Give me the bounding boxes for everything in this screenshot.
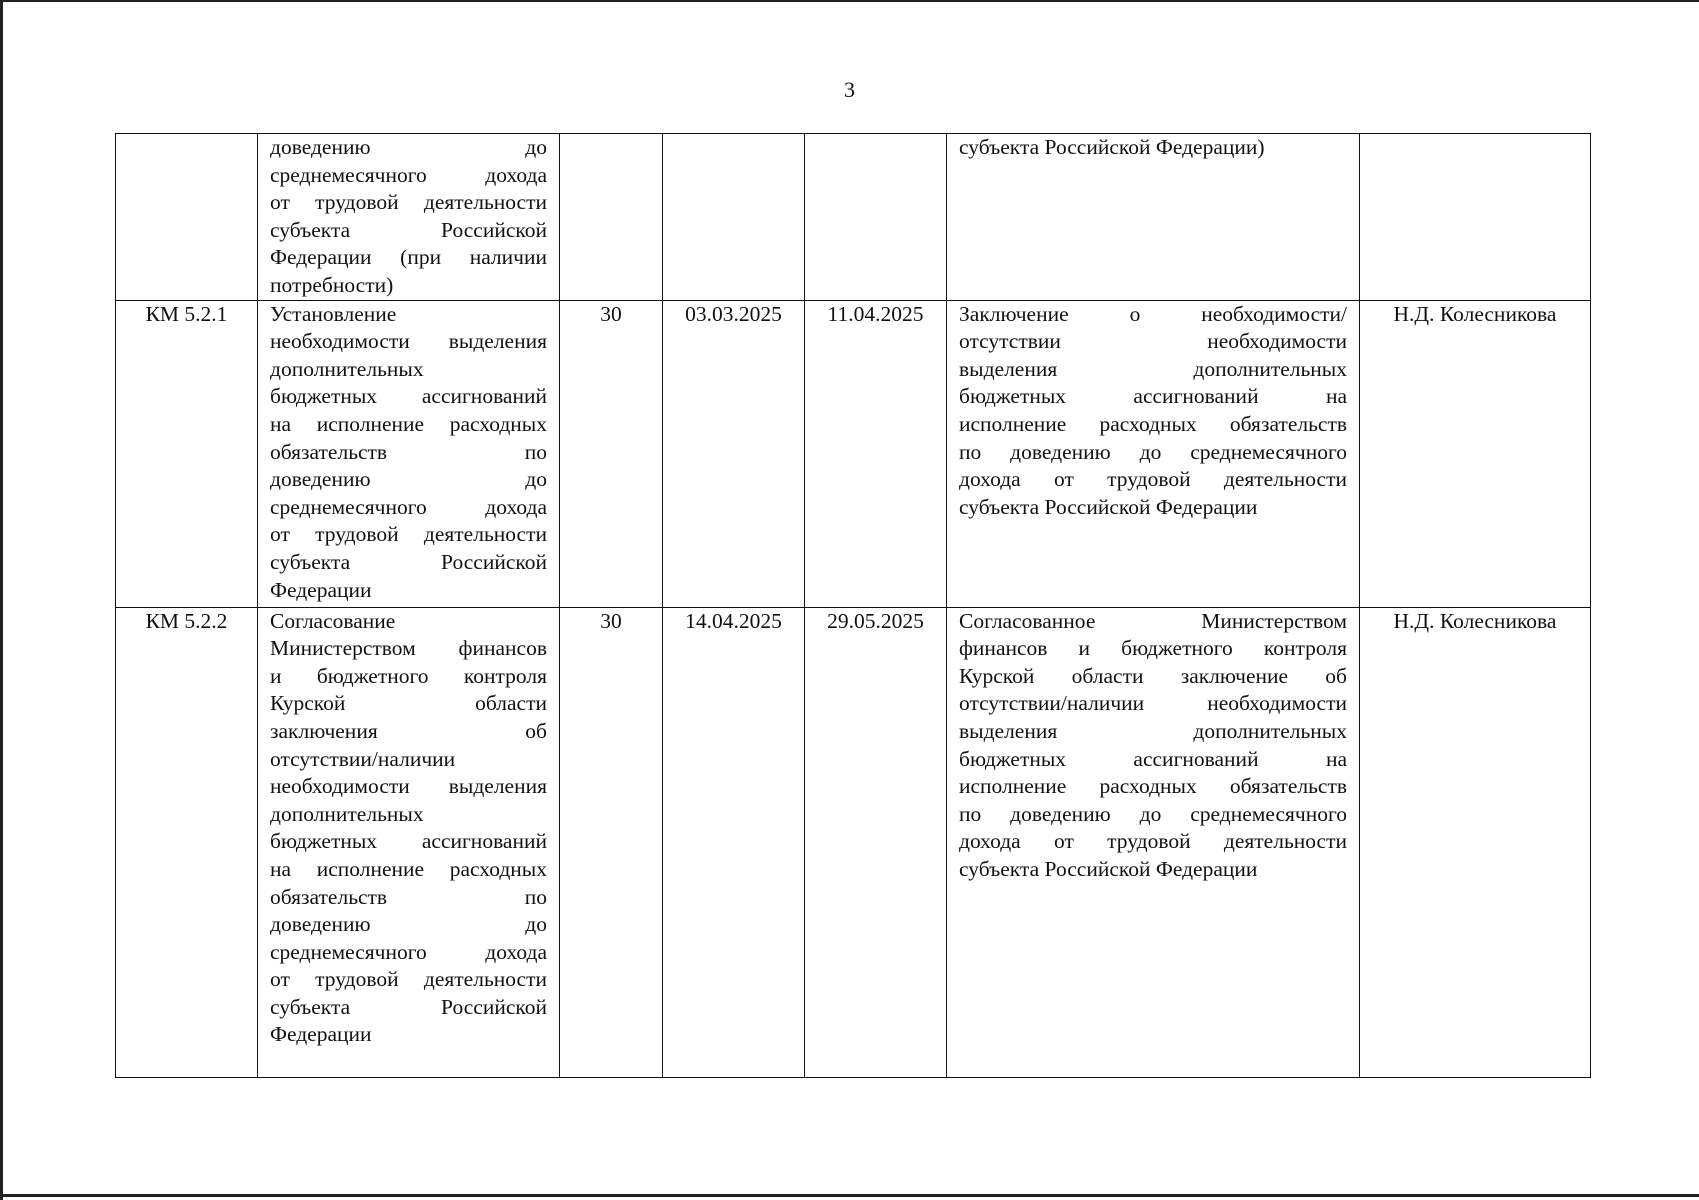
milestone-name-line: потребности) [270, 272, 394, 297]
milestone-name-cell [258, 134, 560, 301]
start-date-cell [663, 134, 805, 301]
milestone-name-line: доведению до [270, 912, 547, 937]
result-line: субъекта Российской Федерации [959, 494, 1258, 519]
responsible-cell: Н.Д. Колесникова [1360, 300, 1591, 607]
table-body [116, 134, 1591, 1078]
start-date-cell: 14.04.2025 [663, 607, 805, 1077]
table-row [116, 300, 1591, 607]
table-row [116, 134, 1591, 301]
milestone-name-line: заключения об [270, 718, 547, 743]
milestone-name-line: среднемесячного дохода [270, 494, 547, 519]
scan-edge-left [0, 0, 3, 1200]
result-line: по доведению до среднемесячного [959, 439, 1347, 464]
milestone-name-line: Федерации (при наличии [270, 245, 547, 270]
milestone-name-line: бюджетных ассигнований [270, 829, 547, 854]
milestone-code-cell: КМ 5.2.2 [116, 607, 258, 1077]
result-line: финансов и бюджетного контроля [959, 636, 1347, 661]
milestone-name-line: от трудовой деятельности [270, 967, 547, 992]
page-number: 3 [844, 77, 855, 102]
milestone-name-line: отсутствии/наличии [270, 746, 456, 771]
milestone-name-line: среднемесячного дохода [270, 162, 547, 187]
milestone-name-line: дополнительных [270, 801, 424, 826]
result-line: дохода от трудовой деятельности [959, 467, 1347, 492]
milestone-name-line: Федерации [270, 577, 372, 602]
milestone-name-line: дополнительных [270, 356, 424, 381]
milestone-name-line: необходимости выделения [270, 329, 547, 354]
milestone-name-line: Курской области [270, 691, 547, 716]
result-line: отсутствии необходимости [959, 329, 1347, 354]
duration-cell: 30 [560, 607, 663, 1077]
result-line: исполнение расходных обязательств [959, 774, 1347, 799]
milestone-name-line: Министерством финансов [270, 636, 547, 661]
result-line: отсутствии/наличии необходимости [959, 691, 1347, 716]
milestone-name-cell [258, 607, 560, 1077]
responsible-cell: Н.Д. Колесникова [1360, 607, 1591, 1077]
plan-table [115, 133, 1591, 1078]
result-line: дохода от трудовой деятельности [959, 829, 1347, 854]
milestone-name-line: среднемесячного дохода [270, 939, 547, 964]
milestone-name-line: необходимости выделения [270, 774, 547, 799]
milestone-name-line: на исполнение расходных [270, 411, 547, 436]
result-line: Курской области заключение об [959, 663, 1347, 688]
milestone-name-line: и бюджетного контроля [270, 663, 547, 688]
scan-edge-bottom [0, 1194, 1699, 1197]
result-line: Согласованное Министерством [959, 608, 1347, 633]
milestone-name-line: доведению до [270, 467, 547, 492]
milestone-name-line: Установление [270, 301, 397, 326]
milestone-name-line: субъекта Российской [270, 994, 547, 1019]
milestone-code-cell: КМ 5.2.1 [116, 300, 258, 607]
table-row [116, 607, 1591, 1077]
milestone-name-line: субъекта Российской [270, 549, 547, 574]
result-line: бюджетных ассигнований на [959, 384, 1347, 409]
result-line: по доведению до среднемесячного [959, 801, 1347, 826]
result-line: субъекта Российской Федерации [959, 856, 1258, 881]
duration-cell [560, 134, 663, 301]
result-cell [947, 300, 1360, 607]
milestone-name-line: доведению до [270, 135, 547, 159]
milestone-name-line: субъекта Российской [270, 217, 547, 242]
result-line: бюджетных ассигнований на [959, 746, 1347, 771]
scan-edge-top [0, 0, 1699, 2]
milestone-name-line: Федерации [270, 1022, 372, 1047]
result-line: исполнение расходных обязательств [959, 411, 1347, 436]
milestone-name-line: Согласование [270, 608, 396, 633]
milestone-name-line: на исполнение расходных [270, 856, 547, 881]
start-date-cell: 03.03.2025 [663, 300, 805, 607]
result-line: выделения дополнительных [959, 356, 1347, 381]
result-line: Заключение о необходимости/ [959, 301, 1347, 326]
result-cell [947, 607, 1360, 1077]
end-date-cell [805, 134, 947, 301]
milestone-name-line: бюджетных ассигнований [270, 384, 547, 409]
result-cell [947, 134, 1360, 301]
milestone-name-cell [258, 300, 560, 607]
end-date-cell: 11.04.2025 [805, 300, 947, 607]
milestone-name-line: от трудовой деятельности [270, 190, 547, 215]
milestone-name-line: от трудовой деятельности [270, 522, 547, 547]
milestone-name-line: обязательств по [270, 439, 547, 464]
end-date-cell: 29.05.2025 [805, 607, 947, 1077]
milestone-code-cell [116, 134, 258, 301]
result-line: выделения дополнительных [959, 718, 1347, 743]
milestone-name-line: обязательств по [270, 884, 547, 909]
responsible-cell [1360, 134, 1591, 301]
result-line: субъекта Российской Федерации) [959, 135, 1265, 159]
duration-cell: 30 [560, 300, 663, 607]
